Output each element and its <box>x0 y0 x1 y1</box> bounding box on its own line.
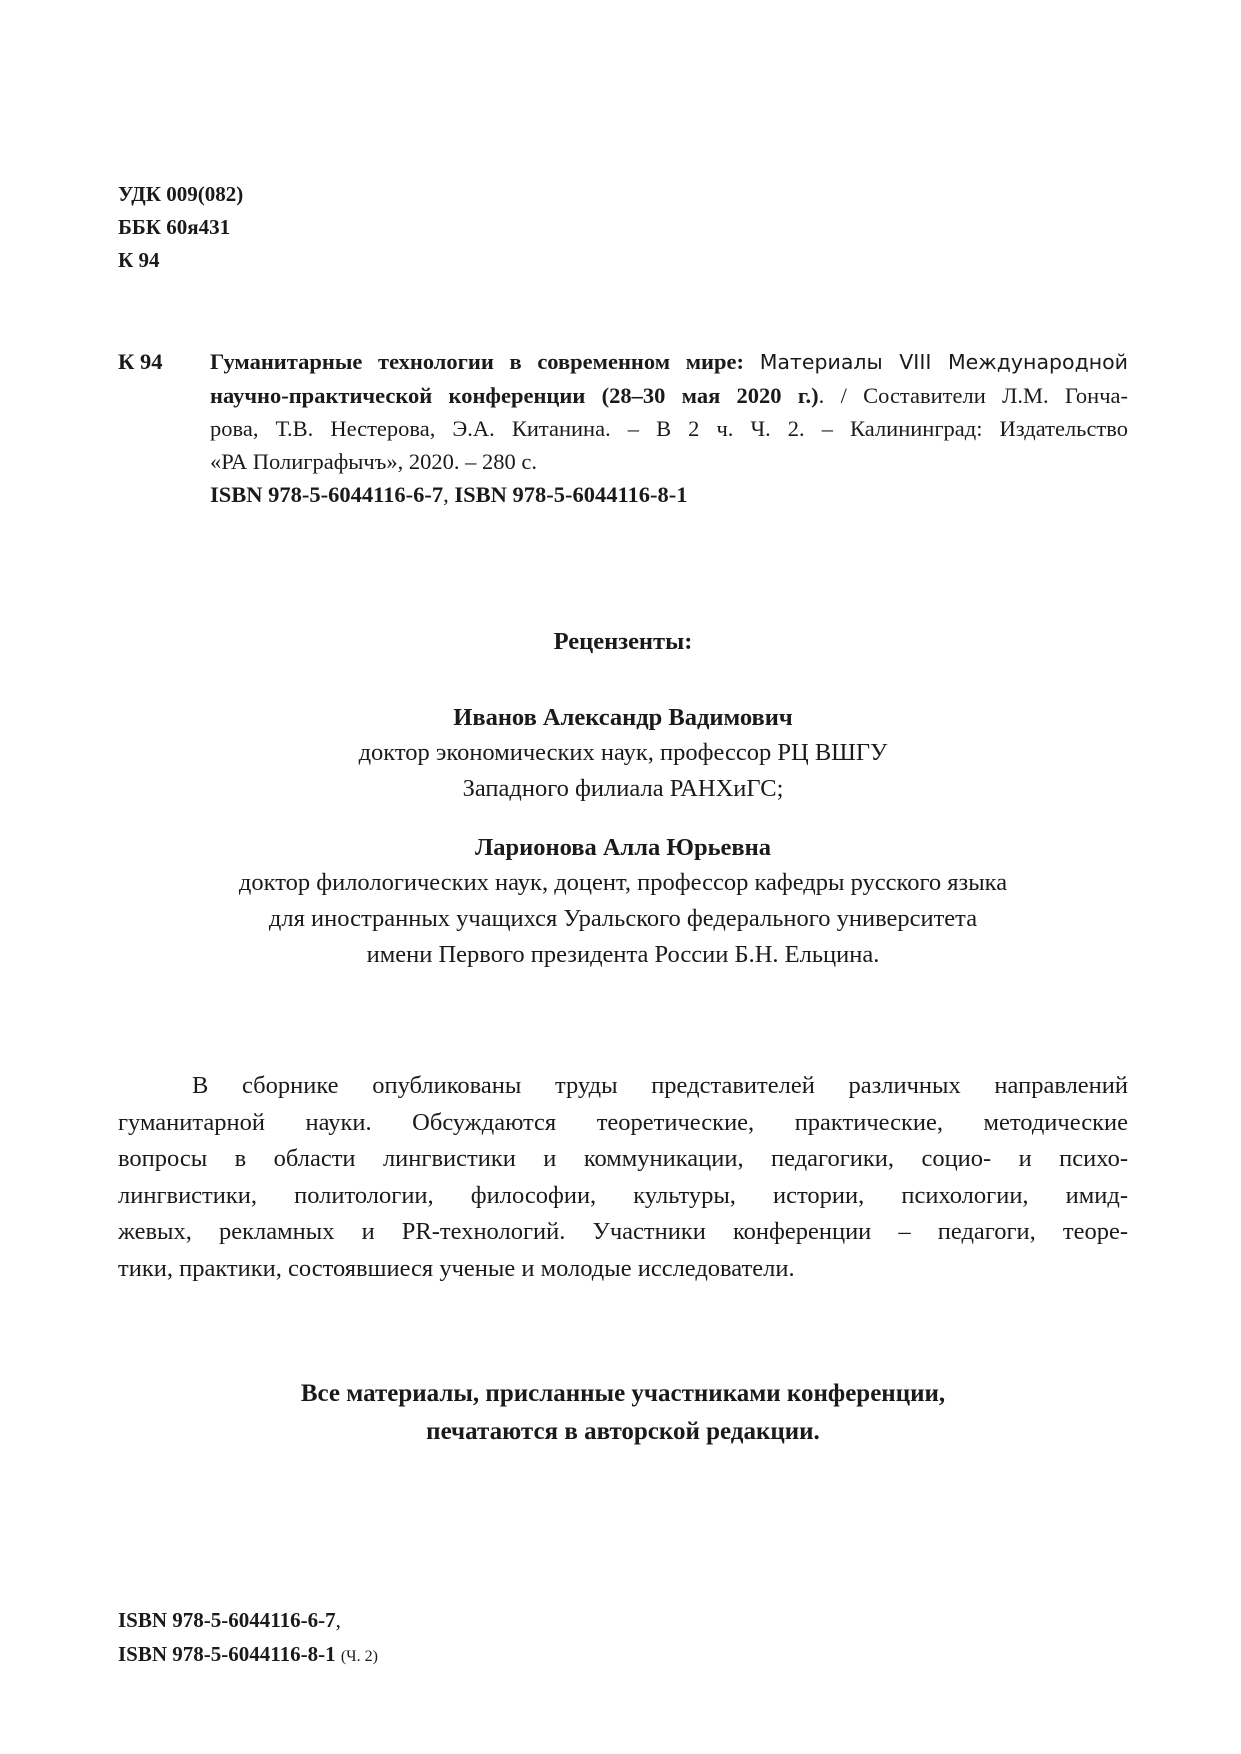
entry-isbn-separator: , <box>443 482 455 507</box>
reviewer-desc-line: имени Первого президента России Б.Н. Ельцина. <box>366 941 880 968</box>
annotation-line: В сборнике опубликованы труды представителей различных направлений <box>192 1072 1128 1099</box>
annotation-line: тики, практики, состоявшиеся ученые и молодые исследователи. <box>118 1254 795 1282</box>
annotation-line: лингвистики, политологии, философии, культуры, истории, психологии, имид- <box>118 1181 1128 1209</box>
entry-author-mark: К 94 <box>118 349 163 374</box>
book-title: Гуманитарные технологии в современном мире: <box>210 349 744 374</box>
reviewer-desc-line: Западного филиала РАНХиГС; <box>462 775 784 802</box>
notice-line-1: Все материалы, присланные участниками конференции, <box>300 1380 946 1407</box>
isbn-footer-1: ISBN 978-5-6044116-6-7 <box>118 1608 336 1632</box>
entry-isbn-1: ISBN 978-5-6044116-6-7 <box>210 482 444 507</box>
annotation-paragraph <box>118 1068 1128 1287</box>
isbn-footer-1-suffix: , <box>335 1608 341 1632</box>
bibliographic-entry <box>118 345 1128 511</box>
reviewers-heading: Рецензенты: <box>553 628 693 655</box>
annotation-line: вопросы в области лингвистики и коммуникации, педагогики, социо- и психо- <box>118 1145 1128 1172</box>
reviewer-desc-line: доктор экономических наук, профессор РЦ ВШГУ <box>358 739 888 766</box>
entry-line-4: «РА Полиграфычъ», 2020. – 280 с. <box>210 449 537 474</box>
entry-isbn-line <box>210 478 1128 511</box>
reviewers-section <box>118 625 1128 973</box>
conference-info: научно-практической конференции (28–30 мая 2020 г.) <box>210 383 819 408</box>
book-subtitle: Материалы VIII Международной <box>759 350 1129 374</box>
isbn-footer <box>118 1603 378 1674</box>
editorial-notice <box>118 1375 1128 1451</box>
notice-line-2: печатаются в авторской редакции. <box>426 1418 820 1445</box>
reviewer-description <box>118 865 1128 973</box>
entry-isbn-2: ISBN 978-5-6044116-8-1 <box>454 482 688 507</box>
entry-line-1 <box>210 345 1128 379</box>
isbn-footer-line-2 <box>118 1637 378 1674</box>
classification-codes <box>118 178 243 277</box>
annotation-line: жевых, рекламных и PR-технологий. Участники конференции – педагоги, теоре- <box>118 1218 1128 1245</box>
isbn-footer-2: ISBN 978-5-6044116-8-1 <box>118 1642 336 1666</box>
udk-code: УДК 009(082) <box>118 182 244 206</box>
reviewer-desc-line: для иностранных учащихся Уральского федерального университета <box>268 905 978 932</box>
reviewer-desc-line: доктор филологических наук, доцент, профессор кафедры русского языка <box>238 869 1008 896</box>
author-mark: К 94 <box>118 248 160 272</box>
annotation-line: гуманитарной науки. Обсуждаются теоретические, практические, методические <box>118 1108 1128 1136</box>
reviewer-name: Ларионова Алла Юрьевна <box>474 834 772 861</box>
compilers-start: . / Составители Л.М. Гонча- <box>818 383 1128 408</box>
isbn-footer-line-1 <box>118 1603 378 1637</box>
entry-line-2 <box>210 379 1128 412</box>
reviewer-description <box>118 735 1128 807</box>
bbk-code: ББК 60я431 <box>118 215 231 239</box>
reviewer-name: Иванов Александр Вадимович <box>453 704 793 731</box>
entry-line-3: рова, Т.В. Нестерова, Э.А. Китанина. – В 2 ч. Ч. 2. – Калининград: Издательство <box>210 416 1128 441</box>
entry-body <box>210 345 1128 511</box>
isbn-footer-2-note: (Ч. 2) <box>340 1648 378 1665</box>
